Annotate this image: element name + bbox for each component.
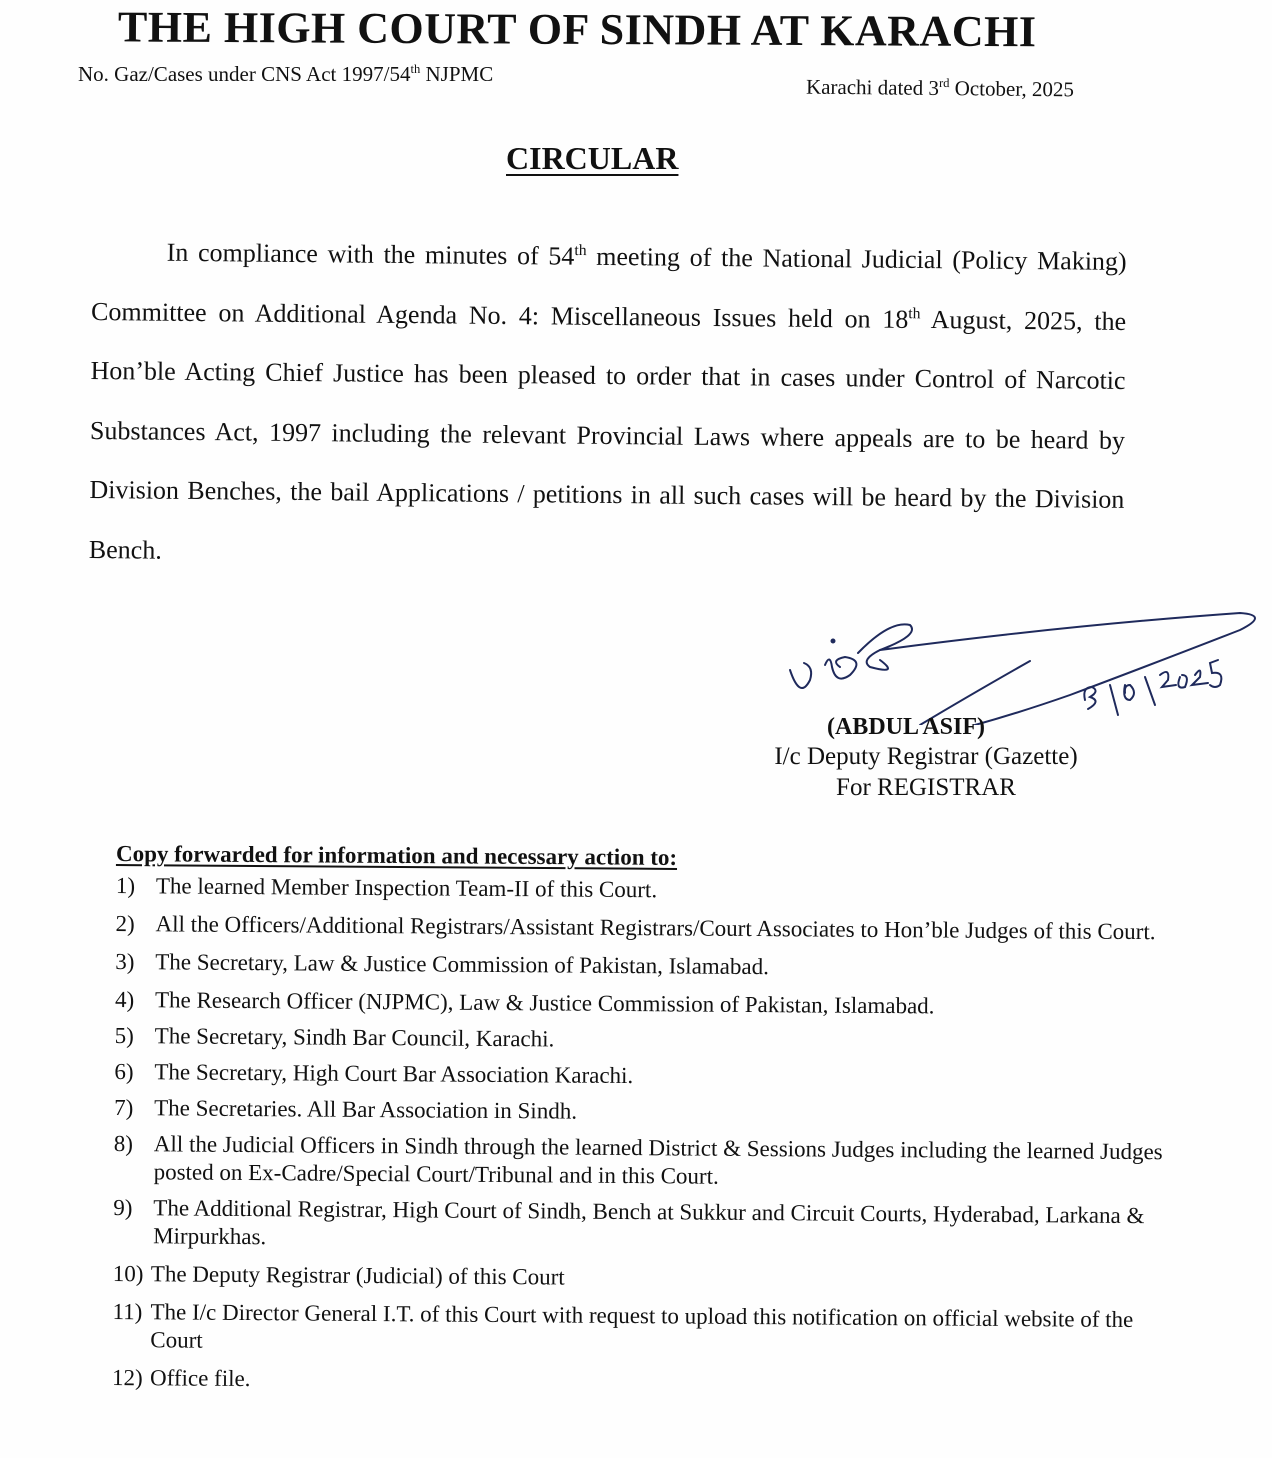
list-item — [112, 1364, 1172, 1400]
list-item — [113, 1260, 1173, 1296]
list-item — [114, 1058, 1174, 1094]
list-item-number: 4) — [114, 986, 135, 1013]
issue-date-sup: rd — [938, 75, 950, 91]
list-item-text: The Secretaries. All Bar Association in Sindh. — [154, 1095, 578, 1124]
list-item-number: 2) — [115, 910, 135, 937]
body-text-2: meeting of the National Judicial (Policy Making) Committee on Additional Agenda No. 4: Miscellaneous Issues held on 18 — [91, 241, 1127, 334]
list-item — [115, 910, 1175, 946]
signature-block — [736, 714, 1116, 803]
list-item-text: The learned Member Inspection Team-II of this Court. — [155, 873, 658, 903]
list-item-number: 11) — [112, 1298, 143, 1325]
body-text-1: In compliance with the minutes of 54 — [166, 237, 575, 271]
court-title: THE HIGH COURT OF SINDH AT KARACHI — [117, 2, 1037, 57]
list-item — [113, 1194, 1173, 1258]
copy-forwarded-list — [112, 872, 1176, 1400]
list-item-text: The Secretary, Law & Justice Commission of Pakistan, Islamabad. — [155, 949, 770, 980]
circular-heading: CIRCULAR — [506, 140, 679, 176]
reference-number — [78, 62, 493, 87]
list-item — [115, 986, 1175, 1022]
list-item-number: 1) — [115, 872, 136, 899]
list-item-text: The Secretary, Sindh Bar Council, Karachi. — [154, 1023, 555, 1052]
list-item-number: 12) — [111, 1364, 143, 1391]
list-item — [112, 1298, 1172, 1362]
list-item — [115, 948, 1175, 984]
paragraph-indent — [92, 260, 167, 261]
list-item-text: All the Officers/Additional Registrars/Assistant Registrars/Court Associates to Hon’ble Judges of this Court. — [155, 911, 1156, 945]
list-item-text: Office file. — [149, 1365, 251, 1392]
list-item — [115, 1022, 1175, 1058]
list-item — [116, 872, 1176, 908]
list-item-text: The Additional Registrar, High Court of Sindh, Bench at Sukkur and Circuit Courts, Hyderabad, Larkana & Mirpurkhas. — [153, 1195, 1145, 1250]
list-item-text: The I/c Director General I.T. of this Court with request to upload this notification on official website of the Court — [150, 1299, 1134, 1353]
list-item-number: 5) — [114, 1022, 134, 1049]
list-item — [114, 1130, 1174, 1194]
reference-number-suffix: NJPMC — [420, 62, 494, 86]
list-item-number: 10) — [112, 1260, 144, 1287]
signatory-name: (ABDUL ASIF) — [826, 714, 986, 740]
list-item-number: 8) — [113, 1130, 134, 1157]
issue-date-suffix: October, 2025 — [949, 76, 1075, 102]
list-item-text: All the Judicial Officers in Sindh through the learned District & Sessions Judges including the learned Judges posted on Ex-Cadre/Special Court/Tribunal and in this Court. — [153, 1131, 1163, 1189]
body-sup-2: th — [908, 304, 921, 322]
signatory-for-line: For REGISTRAR — [836, 774, 1016, 801]
list-item-text: The Deputy Registrar (Judicial) of this Court — [150, 1261, 565, 1290]
issue-date-text: Karachi dated 3 — [805, 74, 940, 100]
copy-forwarded-heading: Copy forwarded for information and necessary action to: — [115, 841, 678, 870]
body-text-3: August, 2025, the Hon’ble Acting Chief Justice has been pleased to order that in cases under Control of Narcotic Substances Act, 1997 including the relevant Provincial Laws where appeals are to be heard by Division Benches, the bail Applications / petitions in all such cases will be heard by the Division Bench. — [88, 304, 1127, 565]
list-item-number: 7) — [114, 1094, 134, 1121]
issue-date — [806, 75, 1074, 103]
handwritten-signature-icon — [770, 605, 1270, 725]
list-item — [114, 1094, 1174, 1130]
body-sup-1: th — [574, 241, 587, 260]
reference-number-text: No. Gaz/Cases under CNS Act 1997/54 — [78, 62, 411, 86]
reference-number-sup: th — [410, 62, 421, 76]
list-item-number: 9) — [113, 1194, 133, 1221]
list-item-number: 3) — [115, 948, 135, 975]
list-item-text: The Secretary, High Court Bar Association Karachi. — [154, 1059, 634, 1089]
circular-body — [89, 222, 1127, 589]
signatory-designation: I/c Deputy Registrar (Gazette) — [774, 743, 1078, 770]
list-item-text: The Research Officer (NJPMC), Law & Justice Commission of Pakistan, Islamabad. — [154, 987, 935, 1019]
list-item-number: 6) — [114, 1058, 134, 1085]
